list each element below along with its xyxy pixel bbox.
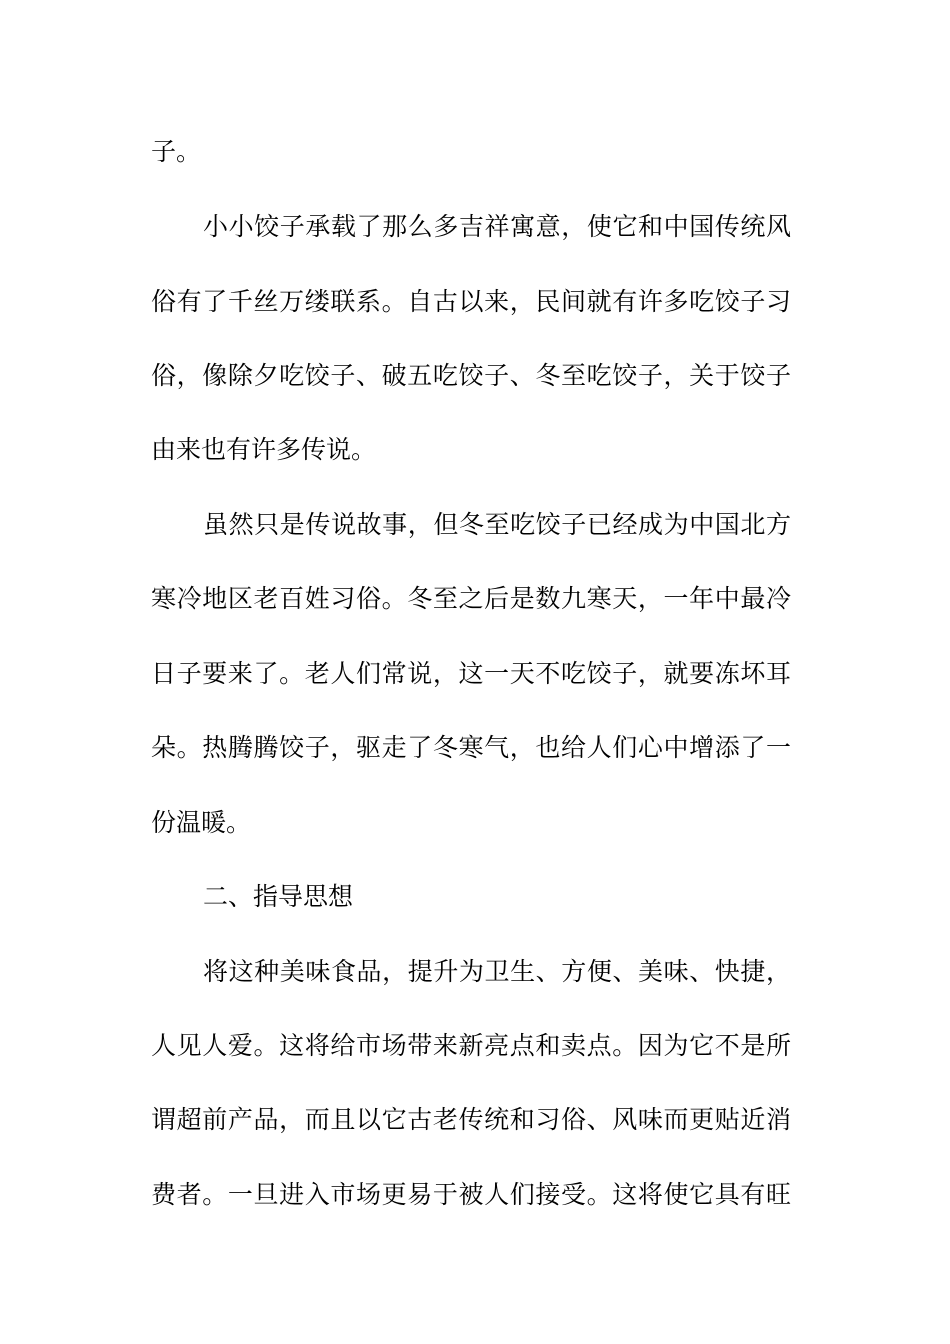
paragraph-3-line-3: 谓超前产品，而且以它古老传统和习俗、风味而更贴近消: [151, 1105, 791, 1134]
paragraph-2-line-1: 虽然只是传说故事，但冬至吃饺子已经成为中国北方: [203, 510, 791, 539]
paragraph-1-line-3: 俗，像除夕吃饺子、破五吃饺子、冬至吃饺子，关于饺子: [151, 361, 791, 390]
text-line-1: 子。: [151, 137, 202, 166]
paragraph-1-line-2: 俗有了千丝万缕联系。自古以来，民间就有许多吃饺子习: [151, 287, 791, 316]
section-heading: 二、指导思想: [203, 882, 354, 911]
paragraph-2-line-4: 朵。热腾腾饺子，驱走了冬寒气，也给人们心中增添了一: [151, 733, 791, 762]
paragraph-3-line-4: 费者。一旦进入市场更易于被人们接受。这将使它具有旺: [151, 1180, 791, 1209]
paragraph-1-line-1: 小小饺子承载了那么多吉祥寓意，使它和中国传统风: [203, 212, 791, 241]
paragraph-2-line-2: 寒冷地区老百姓习俗。冬至之后是数九寒天，一年中最冷: [151, 584, 791, 613]
paragraph-3-line-1: 将这种美味食品，提升为卫生、方便、美味、快捷，: [203, 957, 791, 986]
paragraph-3-line-2: 人见人爱。这将给市场带来新亮点和卖点。因为它不是所: [151, 1031, 791, 1060]
paragraph-1-line-4: 由来也有许多传说。: [151, 435, 377, 464]
paragraph-2-line-5: 份温暖。: [151, 808, 252, 837]
paragraph-2-line-3: 日子要来了。老人们常说，这一天不吃饺子，就要冻坏耳: [151, 659, 791, 688]
